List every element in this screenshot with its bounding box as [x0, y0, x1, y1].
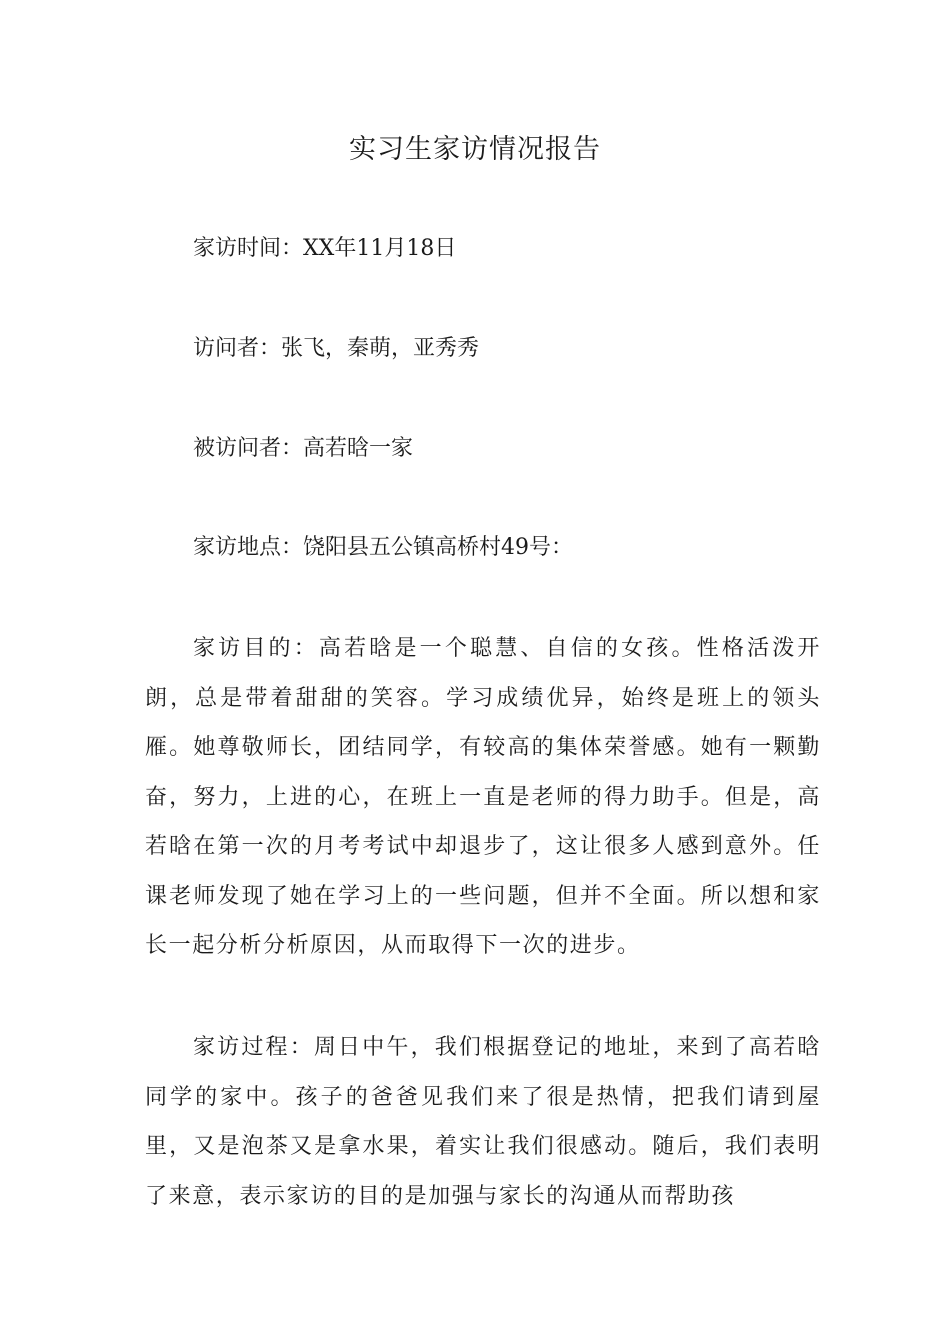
- visitors-line: 访问者：张飞，秦萌，亚秀秀: [193, 336, 480, 361]
- purpose-paragraph: 家访目的：高若晗是一个聪慧、自信的女孩。性格活泼开朗，总是带着甜甜的笑容。学习成绩优异，始终是班上的领头雁。她尊敬师长，团结同学，有较高的集体荣誉感。她有一颗勤奋，努力，上进的心，在班上一直是老师的得力助手。但是，高若晗在第一次的月考考试中却退步了，这让很多人感到意外。任课老师发现了她在学习上的一些问题，但并不全面。所以想和家长一起分析分析原因，从而取得下一次的进步。: [145, 636, 821, 958]
- page-title: 实习生家访情况报告: [349, 134, 601, 165]
- visit-time-line: 家访时间：XX年11月18日: [193, 236, 457, 261]
- process-paragraph: 家访过程：周日中午，我们根据登记的地址，来到了高若晗同学的家中。孩子的爸爸见我们来了很是热情，把我们请到屋里，又是泡茶又是拿水果，着实让我们很感动。随后，我们表明了来意，表示家访的目的是加强与家长的沟通从而帮助孩: [145, 1035, 821, 1209]
- visitee-line: 被访问者：高若晗一家: [193, 436, 414, 461]
- location-line: 家访地点：饶阳县五公镇高桥村49号：: [193, 535, 573, 560]
